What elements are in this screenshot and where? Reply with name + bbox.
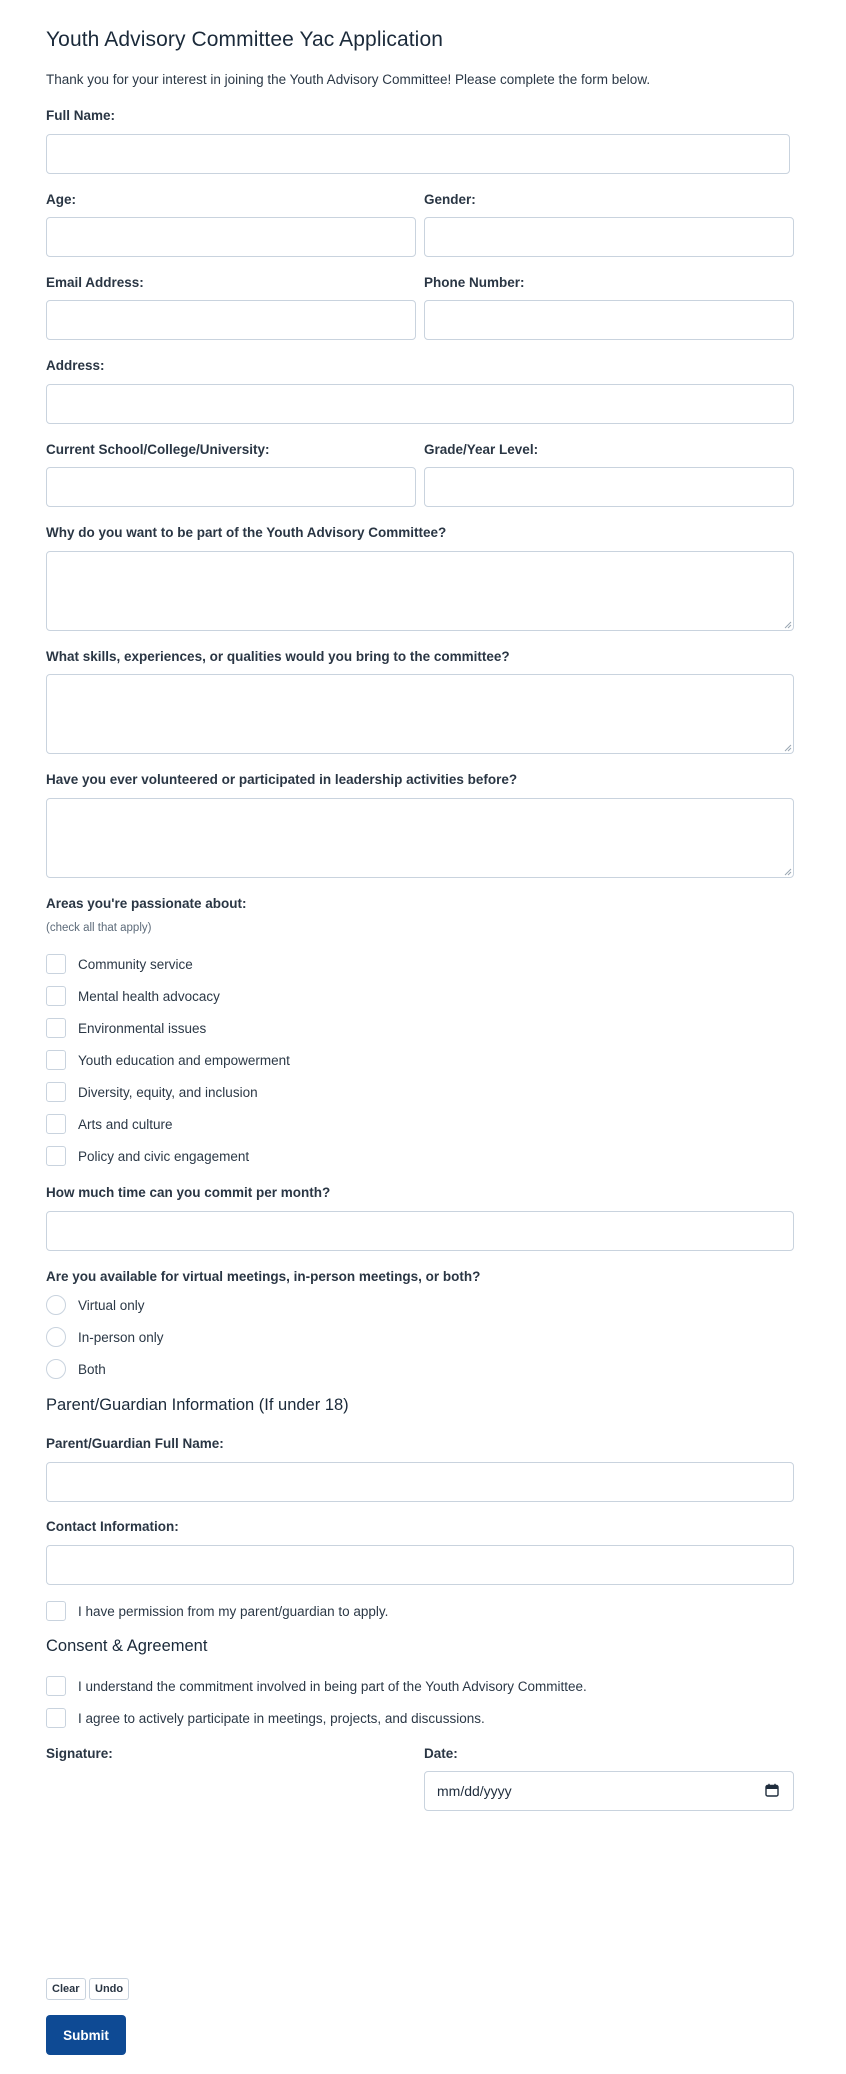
option-label: Diversity, equity, and inclusion: [78, 1085, 258, 1100]
understand-label: I understand the commitment involved in being part of the Youth Advisory Committee.: [78, 1679, 587, 1694]
option-label: Mental health advocacy: [78, 989, 220, 1004]
checkbox-community-service[interactable]: [46, 954, 66, 974]
checkbox-agree-participate[interactable]: [46, 1708, 66, 1728]
calendar-icon[interactable]: [765, 1783, 779, 1797]
checkbox-diversity[interactable]: [46, 1082, 66, 1102]
signature-label: Signature:: [46, 1746, 113, 1761]
address-input[interactable]: [46, 384, 794, 424]
contact-info-label: Contact Information:: [46, 1519, 179, 1534]
email-label: Email Address:: [46, 275, 144, 290]
email-input[interactable]: [46, 300, 416, 340]
school-label: Current School/College/University:: [46, 442, 270, 457]
submit-button[interactable]: Submit: [46, 2015, 126, 2055]
checkbox-arts-culture[interactable]: [46, 1114, 66, 1134]
address-label: Address:: [46, 358, 105, 373]
option-label: Youth education and empowerment: [78, 1053, 290, 1068]
areas-hint: (check all that apply): [46, 922, 152, 934]
date-input[interactable]: [424, 1771, 794, 1811]
grade-input[interactable]: [424, 467, 794, 507]
checkbox-understand-commitment[interactable]: [46, 1676, 66, 1696]
signature-pad[interactable]: [46, 1772, 416, 1972]
date-placeholder: mm/dd/yyyy: [437, 1783, 512, 1799]
volunteer-textarea[interactable]: [46, 798, 794, 878]
checkbox-guardian-permission[interactable]: [46, 1601, 66, 1621]
radio-both[interactable]: [46, 1359, 66, 1379]
school-input[interactable]: [46, 467, 416, 507]
why-textarea[interactable]: [46, 551, 794, 631]
guardian-name-input[interactable]: [46, 1462, 794, 1502]
date-label: Date:: [424, 1746, 458, 1761]
why-label: Why do you want to be part of the Youth Advisory Committee?: [46, 525, 447, 540]
skills-textarea[interactable]: [46, 674, 794, 754]
volunteer-label: Have you ever volunteered or participated in leadership activities before?: [46, 772, 518, 787]
checkbox-environmental[interactable]: [46, 1018, 66, 1038]
resize-handle-icon[interactable]: [784, 868, 792, 876]
permission-label: I have permission from my parent/guardian to apply.: [78, 1604, 389, 1619]
guardian-heading: Parent/Guardian Information (If under 18): [46, 1396, 349, 1414]
age-input[interactable]: [46, 217, 416, 257]
skills-label: What skills, experiences, or qualities would you bring to the committee?: [46, 649, 510, 664]
clear-signature-button[interactable]: Clear: [46, 1978, 86, 2000]
phone-label: Phone Number:: [424, 275, 525, 290]
option-label: Community service: [78, 957, 193, 972]
gender-label: Gender:: [424, 192, 476, 207]
volunteer-textarea-wrap: [46, 798, 794, 878]
option-label: Both: [78, 1362, 106, 1377]
resize-handle-icon[interactable]: [784, 744, 792, 752]
checkbox-policy-civic[interactable]: [46, 1146, 66, 1166]
full-name-label: Full Name:: [46, 108, 116, 123]
radio-in-person-only[interactable]: [46, 1327, 66, 1347]
form-intro: Thank you for your interest in joining the Youth Advisory Committee! Please complete the form below.: [46, 72, 651, 87]
gender-input[interactable]: [424, 217, 794, 257]
full-name-input[interactable]: [46, 134, 790, 174]
grade-label: Grade/Year Level:: [424, 442, 539, 457]
why-textarea-wrap: [46, 551, 794, 631]
checkbox-mental-health[interactable]: [46, 986, 66, 1006]
guardian-name-label: Parent/Guardian Full Name:: [46, 1436, 224, 1451]
option-label: Arts and culture: [78, 1117, 173, 1132]
contact-info-input[interactable]: [46, 1545, 794, 1585]
time-label: How much time can you commit per month?: [46, 1185, 331, 1200]
option-label: Environmental issues: [78, 1021, 207, 1036]
phone-input[interactable]: [424, 300, 794, 340]
skills-textarea-wrap: [46, 674, 794, 754]
areas-label: Areas you're passionate about:: [46, 896, 247, 911]
checkbox-youth-education[interactable]: [46, 1050, 66, 1070]
option-label: Policy and civic engagement: [78, 1149, 250, 1164]
resize-handle-icon[interactable]: [784, 621, 792, 629]
radio-virtual-only[interactable]: [46, 1295, 66, 1315]
time-input[interactable]: [46, 1211, 794, 1251]
undo-signature-button[interactable]: Undo: [89, 1978, 129, 2000]
option-label: In-person only: [78, 1330, 164, 1345]
availability-label: Are you available for virtual meetings, in-person meetings, or both?: [46, 1269, 481, 1284]
age-label: Age:: [46, 192, 76, 207]
form-title: Youth Advisory Committee Yac Application: [46, 28, 444, 51]
option-label: Virtual only: [78, 1298, 145, 1313]
agree-label: I agree to actively participate in meetings, projects, and discussions.: [78, 1711, 485, 1726]
consent-heading: Consent & Agreement: [46, 1637, 208, 1655]
